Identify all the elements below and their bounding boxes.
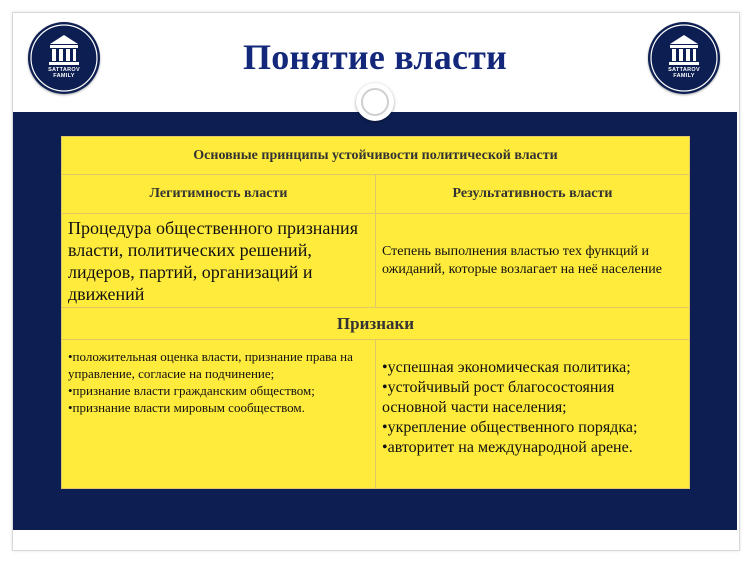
- list-item: •авторитет на международной арене.: [382, 439, 633, 456]
- columns-building-icon: [648, 22, 720, 94]
- list-item: •успешная экономическая политика;: [382, 359, 631, 376]
- legitimacy-definition: Процедура общественного признания власти, политических решений, лидеров, партий, организаций и движений: [62, 214, 376, 308]
- page-title: Понятие власти: [243, 37, 507, 77]
- logo-text-line1: SATTAROV: [668, 67, 700, 73]
- list-item: •признание власти мировым сообществом.: [68, 400, 305, 415]
- principles-table: [61, 136, 690, 489]
- logo-text: [648, 67, 720, 79]
- legitimacy-signs: [62, 340, 376, 489]
- table-row: [62, 175, 690, 214]
- table-row: [62, 214, 690, 308]
- list-item: •укрепление общественного порядка;: [382, 419, 638, 436]
- slide-ring-decoration: [356, 83, 394, 121]
- columns-building-icon: [28, 22, 100, 94]
- table-row: [62, 340, 690, 489]
- signs-heading: Признаки: [62, 308, 690, 340]
- table-heading: Основные принципы устойчивости политической власти: [62, 137, 690, 175]
- logo-text: [28, 67, 100, 79]
- table-row: [62, 308, 690, 340]
- list-item: •признание власти гражданским обществом;: [68, 383, 315, 398]
- effectiveness-signs: [376, 340, 690, 489]
- logo-text-line2: FAMILY: [673, 73, 695, 79]
- effectiveness-definition: Степень выполнения властью тех функций и ожиданий, которые возлагает на неё население: [376, 214, 690, 308]
- list-item: •устойчивый рост благосостояния основной части населения;: [382, 379, 615, 416]
- logo-right: [648, 22, 720, 94]
- table-row: [62, 137, 690, 175]
- effectiveness-heading: Результативность власти: [376, 175, 690, 214]
- logo-text-line2: FAMILY: [53, 73, 75, 79]
- legitimacy-heading: Легитимность власти: [62, 175, 376, 214]
- logo-left: [28, 22, 100, 94]
- logo-text-line1: SATTAROV: [48, 67, 80, 73]
- list-item: •положительная оценка власти, признание права на управление, согласие на подчинение;: [68, 349, 353, 381]
